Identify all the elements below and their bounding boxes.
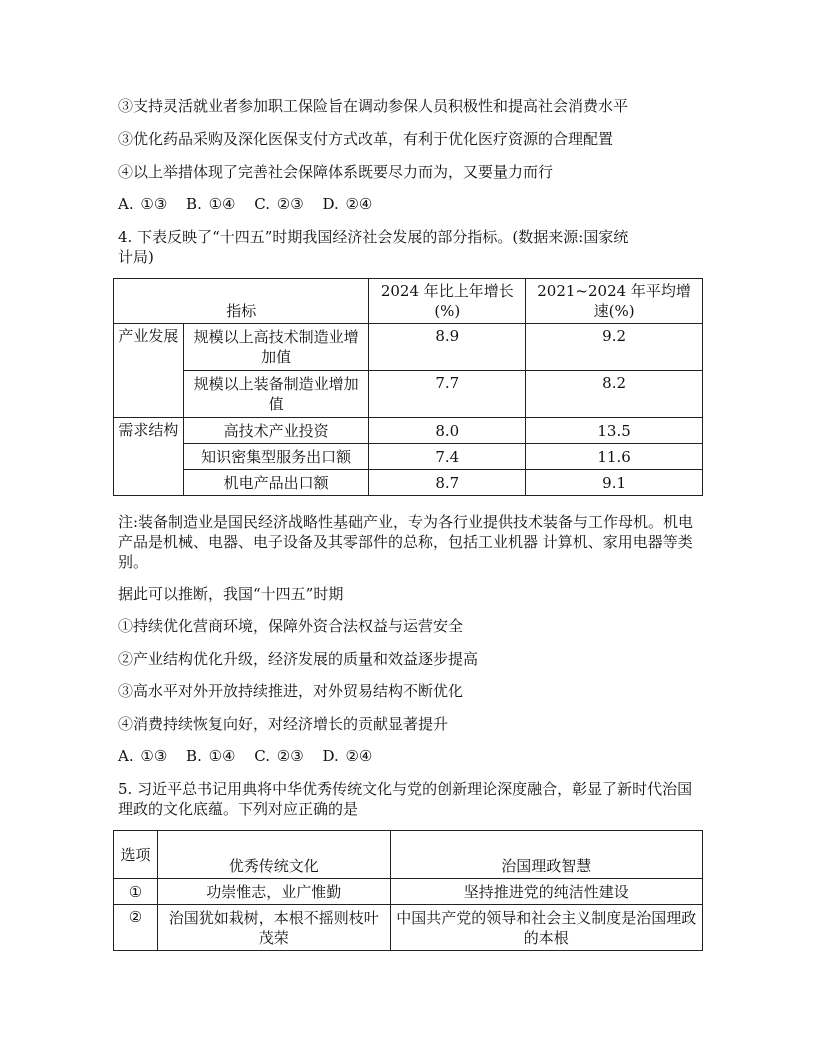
row-wisdom: 坚持推进党的纯洁性建设 bbox=[390, 879, 702, 905]
row-number: ① bbox=[114, 879, 158, 905]
q4-stem-line-2: 计局) bbox=[118, 248, 154, 266]
row-name: 机电产品出口额 bbox=[183, 470, 369, 496]
indicator-table bbox=[113, 278, 703, 496]
q4-options bbox=[118, 747, 384, 765]
table-row bbox=[114, 418, 703, 444]
table-row bbox=[114, 905, 703, 951]
q4-option-b[interactable]: B. ①④ bbox=[186, 747, 236, 765]
q4-option-d[interactable]: D. ②④ bbox=[322, 747, 373, 765]
row-number: ② bbox=[114, 905, 158, 951]
q4-stem-line-1: 4. 下表反映了“十四五”时期我国经济社会发展的部分指标。(数据来源:国家统 bbox=[118, 228, 629, 246]
table-header-row bbox=[114, 279, 703, 324]
row-name: 高技术产业投资 bbox=[183, 418, 369, 444]
allusion-table bbox=[113, 830, 703, 951]
q4-option-a[interactable]: A. ①③ bbox=[118, 747, 168, 765]
table-row bbox=[114, 879, 703, 905]
header-option: 选项 bbox=[114, 831, 158, 879]
header-culture: 优秀传统文化 bbox=[157, 831, 390, 879]
row-value-2: 9.1 bbox=[526, 470, 703, 496]
row-name: 规模以上高技术制造业增加值 bbox=[183, 324, 369, 371]
header-indicator: 指标 bbox=[114, 279, 369, 324]
row-value-2: 8.2 bbox=[526, 371, 703, 418]
q3-option-a[interactable]: A. ①③ bbox=[118, 195, 168, 213]
table-row bbox=[114, 371, 703, 418]
q3-statement-2: ③优化药品采购及深化医保支付方式改革，有利于优化医疗资源的合理配置 bbox=[118, 130, 614, 148]
row-value-2: 9.2 bbox=[526, 324, 703, 371]
q4-statement-4: ④消费持续恢复向好，对经济增长的贡献显著提升 bbox=[118, 715, 449, 733]
q3-option-b[interactable]: B. ①④ bbox=[186, 195, 236, 213]
group-demand: 需求结构 bbox=[114, 418, 184, 496]
table-header-row bbox=[114, 831, 703, 879]
q4-statement-1: ①持续优化营商环境，保障外资合法权益与运营安全 bbox=[118, 617, 464, 635]
table-row bbox=[114, 470, 703, 496]
row-value-1: 8.9 bbox=[369, 324, 526, 371]
row-wisdom: 中国共产党的领导和社会主义制度是治国理政的本根 bbox=[390, 905, 702, 951]
q4-lead: 据此可以推断，我国“十四五”时期 bbox=[118, 585, 344, 603]
q4-note: 注:装备制造业是国民经济战略性基础产业，专为各行业提供技术装备与工作母机。机电产品是机械、电器、电子设备及其零部件的总称，包括工业机器 计算机、家用电器等类别。 bbox=[118, 513, 694, 571]
q3-option-d[interactable]: D. ②④ bbox=[322, 195, 373, 213]
q4-statement-2: ②产业结构优化升级，经济发展的质量和效益逐步提高 bbox=[118, 650, 479, 668]
q4-statement-3: ③高水平对外开放持续推进，对外贸易结构不断优化 bbox=[118, 682, 464, 700]
table-row bbox=[114, 324, 703, 371]
row-culture: 功崇惟志，业广惟勤 bbox=[157, 879, 390, 905]
row-value-1: 7.7 bbox=[369, 371, 526, 418]
row-name: 规模以上装备制造业增加值 bbox=[183, 371, 369, 418]
row-value-2: 11.6 bbox=[526, 444, 703, 470]
row-culture: 治国犹如栽树，本根不摇则枝叶茂荣 bbox=[157, 905, 390, 951]
header-growth-2024: 2024 年比上年增长(%) bbox=[369, 279, 526, 324]
q3-statement-3: ④以上举措体现了完善社会保障体系既要尽力而为，又要量力而行 bbox=[118, 163, 554, 181]
group-industry: 产业发展 bbox=[114, 324, 184, 418]
table-row bbox=[114, 444, 703, 470]
row-value-1: 7.4 bbox=[369, 444, 526, 470]
q5-stem: 5. 习近平总书记用典将中华优秀传统文化与党的创新理论深度融合，彰显了新时代治国理政的文化底蕴。下列对应正确的是 bbox=[118, 780, 693, 818]
row-value-2: 13.5 bbox=[526, 418, 703, 444]
q3-statement-1: ③支持灵活就业者参加职工保险旨在调动参保人员积极性和提高社会消费水平 bbox=[118, 97, 629, 115]
header-avg-growth: 2021~2024 年平均增速(%) bbox=[526, 279, 703, 324]
row-name: 知识密集型服务出口额 bbox=[183, 444, 369, 470]
q3-options bbox=[118, 195, 384, 213]
q3-option-c[interactable]: C. ②③ bbox=[254, 195, 304, 213]
row-value-1: 8.7 bbox=[369, 470, 526, 496]
q4-option-c[interactable]: C. ②③ bbox=[254, 747, 304, 765]
row-value-1: 8.0 bbox=[369, 418, 526, 444]
header-wisdom: 治国理政智慧 bbox=[390, 831, 702, 879]
